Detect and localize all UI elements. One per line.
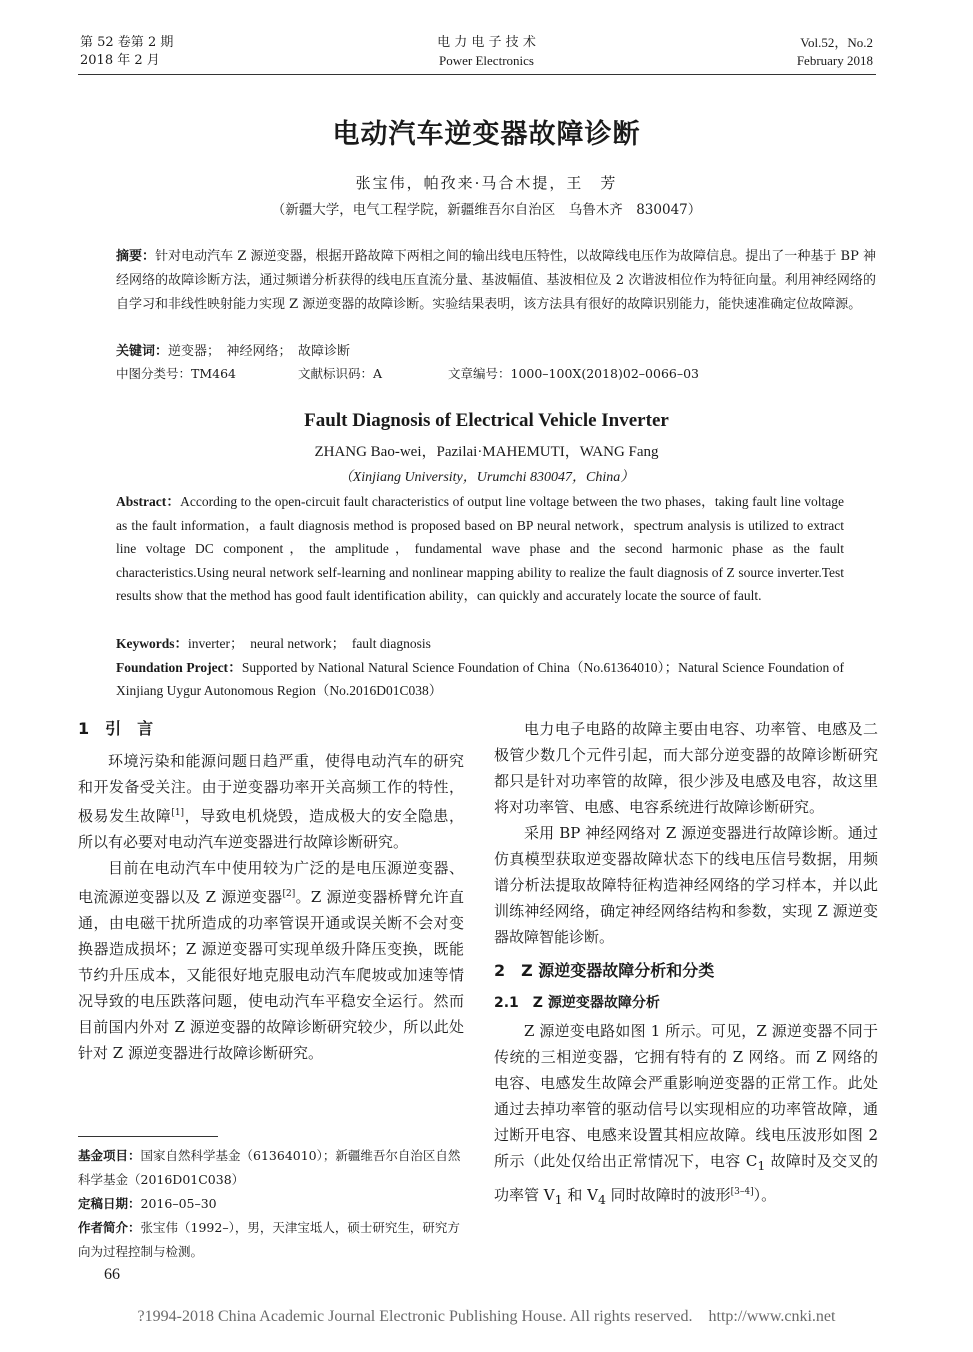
para-text: 同时故障时的波形: [605, 1186, 731, 1204]
journal-name-en: Power Electronics: [439, 53, 534, 68]
authors-cn: 张宝伟，帕孜来·马合木提，王 芳: [355, 174, 618, 192]
article-number: 文章编号：1000–100X(2018)02–0066–03: [448, 366, 700, 381]
keywords-cn: [116, 340, 350, 359]
foundation-en-label: Foundation Project：: [116, 660, 242, 675]
abstract-cn-text: 针对电动汽车 Z 源逆变器，根据开路故障下两相之间的输出线电压特性，以故障线电压作为故障信息。提出了一种基于 BP 神经网络的故障诊断方法，通过频谱分析获得的线电压直流分量、基波幅值、基波相位及 2 次谐波相位作为特征向量。利用神经网络的自学习和非线性映射能力实现 Z 源逆变器的故障诊断。实验结果表明，该方法具有很好的故障识别能力，能快速准确定位故障源。: [116, 249, 876, 312]
section-2-1-paragraph-1: [494, 1018, 878, 1213]
copyright-footer: ?1994-2018 China Academic Journal Electronic Publishing House. All rights reserved. http://www.cnki.net: [137, 1308, 836, 1325]
footnote-text: 2016–05–30: [140, 1196, 217, 1211]
para-text: 目前在电动汽车中使用较为广泛的是电压源逆变器、电流源逆变器以及 Z 源逆变器: [78, 859, 464, 906]
section-1-paragraph-2: [78, 855, 464, 1066]
abstract-cn: [116, 245, 876, 317]
keywords-cn-text: 逆变器； 神经网络； 故障诊断: [168, 344, 351, 359]
para-text: 。Z 源逆变器桥臂允许直通，由电磁干扰所造成的功率管误开通或误关断不会对变换器造成损坏；Z 源逆变器可实现单级升降压变换，既能节约升压成本，又能很好地克服电动汽车爬坡或加速等情况导致的电压跌落问题，使电动汽车平稳安全运行。然而目前国内外对 Z 源逆变器的故障诊断研究较少，所以此处针对 Z 源逆变器进行故障诊断研究。: [78, 888, 464, 1062]
abstract-cn-label: 摘要：: [116, 249, 156, 264]
journal-name-cn: 电 力 电 子 技 术: [437, 35, 536, 50]
date-line: 2018 年 2 月: [80, 53, 160, 68]
abstract-en-label: Abstract：: [116, 494, 181, 509]
footnote-author: [78, 1216, 464, 1264]
para-text: Z 源逆变电路如图 1 所示。可见，Z 源逆变器不同于传统的三相逆变器，它拥有特有的 Z 网络。而 Z 网络的电容、电感发生故障会严重影响逆变器的正常工作。此处通过去掉功率管的驱动信号以实现相应的功率管故障，通过断开电容、电感来设置其相应故障。线电压波形如图 2 所示（此处仅给出正常情况下，电容 C: [494, 1022, 878, 1170]
keywords-en: [116, 632, 431, 652]
para-text: 故障时及交叉的功率管 V: [494, 1152, 878, 1204]
abstract-en-text: According to the open-circuit fault characteristics of output line voltage between the two phases，taking fault line voltage as the fault information，a fault diagnosis method is proposed based on BP neural network，spectrum analysis is utilized to extract line voltage DC component，the amplitude，fundamental wave phase and the second harmonic phase as the fault characteristics.Using neural network self-learning and nonlinear mapping ability to realize the fault diagnosis of Z source inverter.Test results show that the method has good fault identification ability，can quickly and accurately locate the source of fault.: [116, 494, 844, 603]
subscript: 1: [757, 1158, 766, 1173]
footnote-rule: [78, 1136, 218, 1137]
footnotes: [78, 1144, 464, 1264]
abstract-en: [116, 490, 844, 608]
section-2-1-heading: 2.1 Z 源逆变器故障分析: [494, 995, 660, 1011]
keywords-cn-label: 关键词：: [116, 344, 169, 359]
footnote-label: 作者简介：: [78, 1220, 141, 1235]
para-text: 环境污染和能源问题日趋严重，使得电动汽车的研究和开发备受关注。由于逆变器功率开关高频工作的特性，极易发生故障: [78, 752, 464, 825]
footnote-date: [78, 1192, 464, 1216]
citation-ref: [1]: [171, 808, 185, 818]
keywords-en-label: Keywords：: [116, 636, 188, 651]
foundation-en: [116, 656, 844, 702]
affiliation-en: （Xinjiang University，Urumchi 830047，China）: [338, 470, 635, 485]
section-1-paragraph-4: 采用 BP 神经网络对 Z 源逆变器进行故障诊断。通过仿真模型获取逆变器故障状态下的线电压信号数据，用频谱分析法提取故障特征构造神经网络的学习样本，并以此训练神经网络，确定神经网络结构和参数，实现 Z 源逆变器故障智能诊断。: [494, 824, 878, 946]
month-line: February 2018: [796, 53, 873, 68]
journal-issue-en: [797, 34, 873, 70]
affiliation-cn: （新疆大学，电气工程学院，新疆维吾尔自治区 乌鲁木齐 830047）: [271, 202, 702, 218]
footnote-label: 定稿日期：: [78, 1196, 141, 1211]
document-code: 文献标识码：A: [298, 366, 383, 381]
footnote-funding: [78, 1144, 464, 1192]
para-text: ，导致电机烧毁，造成极大的安全隐患，所以有必要对电动汽车逆变器进行故障诊断研究。: [78, 807, 464, 851]
paper-title-en: Fault Diagnosis of Electrical Vehicle Inverter: [304, 410, 669, 431]
foundation-en-text: Supported by National Natural Science Foundation of China（No.61364010）；Natural Science Foundation of Xinjiang Uygur Autonomous Region（No.2016D01C038）: [116, 660, 844, 698]
footnote-text: 国家自然科学基金（61364010）；新疆维吾尔自治区自然科学基金（2016D01C038）: [78, 1148, 461, 1187]
para-text: 和 V: [562, 1186, 598, 1204]
para-text: ）。: [753, 1186, 777, 1204]
authors-en: ZHANG Bao-wei，Pazilai·MAHEMUTI，WANG Fang: [314, 444, 659, 460]
keywords-en-text: inverter； neural network； fault diagnosis: [188, 636, 431, 651]
section-1-heading: 1 引 言: [78, 719, 154, 738]
footnote-label: 基金项目：: [78, 1148, 141, 1163]
header-rule: [78, 74, 876, 75]
volume-line: Vol.52，No.2: [800, 35, 873, 50]
footnote-text: 张宝伟（1992–），男，天津宝坻人，硕士研究生，研究方向为过程控制与检测。: [78, 1220, 460, 1259]
right-column: [494, 716, 878, 1213]
paper-title-cn: 电动汽车逆变器故障诊断: [332, 119, 641, 150]
section-2-heading: 2 Z 源逆变器故障分析和分类: [494, 961, 715, 980]
classification-row: [116, 364, 876, 382]
citation-ref: [2]: [282, 889, 296, 899]
left-column: [78, 716, 464, 1066]
issue-line: 第 52 卷第 2 期: [80, 35, 174, 50]
section-1-paragraph-1: [78, 748, 464, 855]
page-number: 66: [104, 1266, 120, 1283]
subscript: 1: [554, 1192, 563, 1207]
clc-number: 中图分类号：TM464: [116, 366, 236, 381]
section-1-paragraph-3: 电力电子电路的故障主要由电容、功率管、电感及二极管少数几个元件引起，而大部分逆变器的故障诊断研究都只是针对功率管的故障，很少涉及电感及电容，故这里将对功率管、电感、电容系统进行故障诊断研究。: [494, 720, 878, 816]
citation-ref: [3–4]: [730, 1187, 754, 1197]
subscript: 4: [597, 1192, 606, 1207]
